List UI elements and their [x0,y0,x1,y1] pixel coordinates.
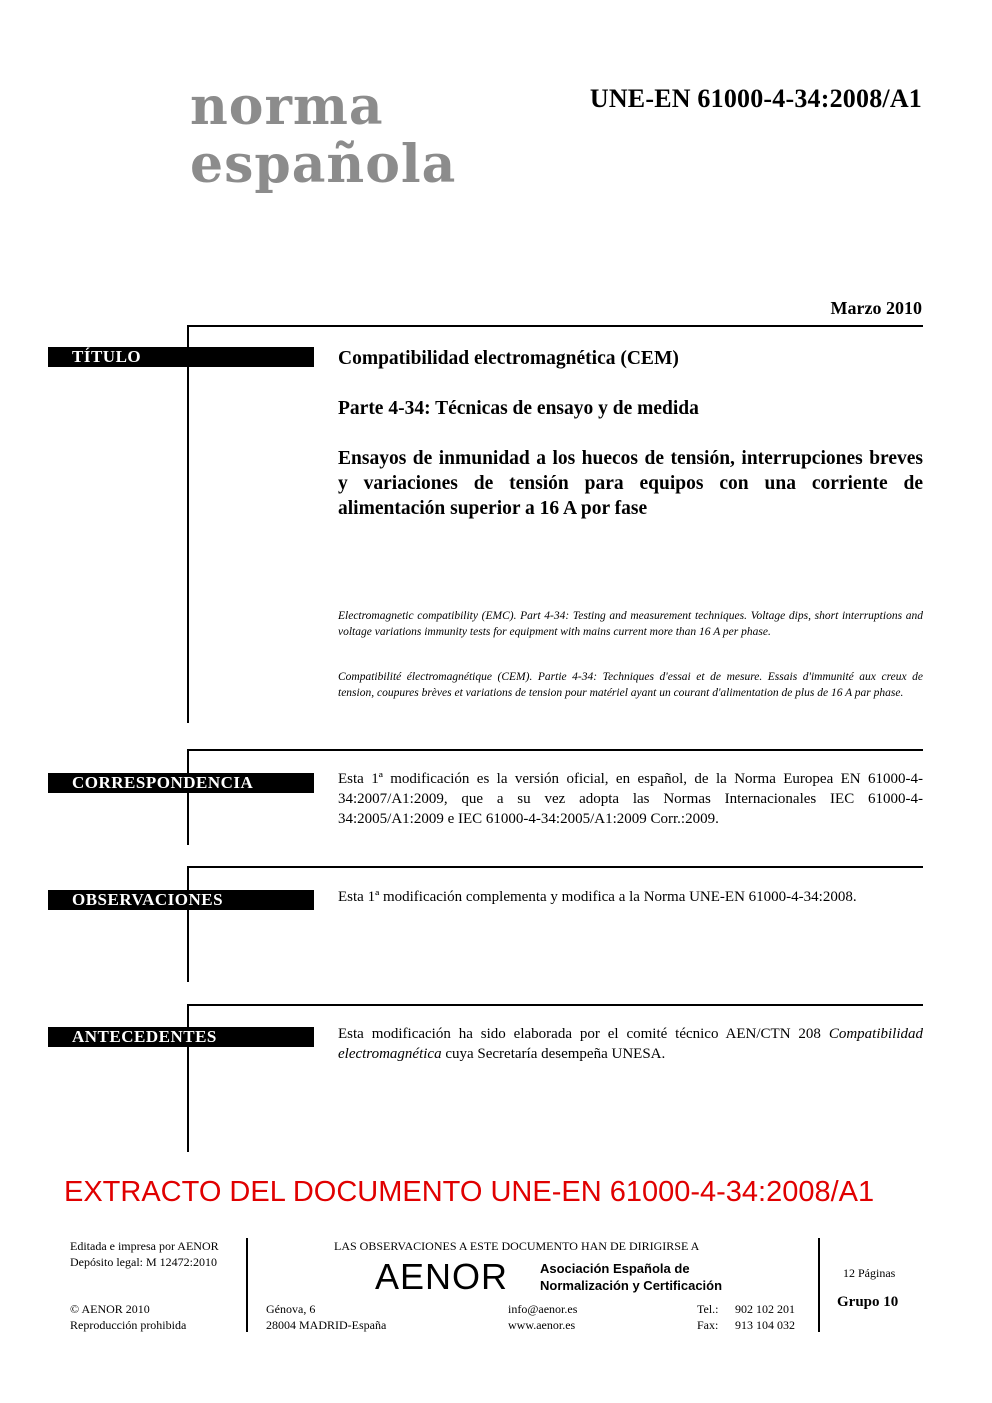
section-vertical-rule [187,325,189,723]
section-vertical-rule [187,749,189,845]
footer-web[interactable]: www.aenor.es [508,1318,576,1332]
brand-line-1: norma [190,76,384,137]
footer-deposit: Depósito legal: M 12472:2010 [70,1255,217,1269]
aenor-sub-line-1: Asociación Española de [540,1261,690,1276]
title-line-2: Parte 4-34: Técnicas de ensayo y de medida [338,398,699,419]
section-divider [187,749,923,751]
label-antecedentes: ANTECEDENTES [48,1027,314,1047]
aenor-logo: AENOR [375,1256,509,1297]
extract-notice: EXTRACTO DEL DOCUMENTO UNE-EN 61000-4-34:2008/A1 [64,1176,875,1208]
footer-rights [70,1301,186,1333]
label-titulo: TÍTULO [48,347,314,367]
footer-phone-numbers [735,1301,795,1333]
footer-reproduction: Reproducción prohibida [70,1318,187,1332]
publication-date: Marzo 2010 [830,298,922,318]
section-divider [187,866,923,868]
antecedentes-committee-name: Compatibilidad electromagnética [338,1026,923,1062]
footer-address-2: 28004 MADRID-España [266,1318,387,1332]
footer-email[interactable]: info@aenor.es [508,1302,578,1316]
footer-group: Grupo 10 [837,1294,899,1310]
section-divider [187,325,923,327]
footer-contact [508,1301,577,1333]
footer-fax-label: Fax: [697,1318,719,1332]
footer-divider [818,1238,820,1332]
footer-tel: 902 102 201 [735,1302,795,1316]
brand-line-2: española [190,134,457,195]
label-observaciones: OBSERVACIONES [48,890,314,910]
footer-tel-label: Tel.: [697,1302,719,1316]
footer-fax: 913 104 032 [735,1318,795,1332]
brand-title [190,78,456,194]
antecedentes-text-b: cuya Secretaría desempeña UNESA. [441,1046,666,1062]
footer-edited: Editada e impresa por AENOR [70,1239,219,1253]
footer-address [266,1301,386,1333]
antecedentes-text-a: Esta modificación ha sido elaborada por el comité técnico AEN/CTN 208 [338,1026,829,1042]
title-line-1: Compatibilidad electromagnética (CEM) [338,348,679,369]
footer-publisher [70,1238,219,1270]
footer-observations-notice: LAS OBSERVACIONES A ESTE DOCUMENTO HAN DE DIRIGIRSE A [334,1239,700,1253]
title-english: Electromagnetic compatibility (EMC). Part 4-34: Testing and measurement techniques. Voltage dips, short interruptions and voltage variations immunity tests for equipment with mains current more than 16 A per phase. [338,610,923,638]
footer-copyright: © AENOR 2010 [70,1302,150,1316]
footer-address-1: Génova, 6 [266,1302,316,1316]
observaciones-text: Esta 1ª modificación complementa y modifica a la Norma UNE-EN 61000-4-34:2008. [338,889,857,905]
title-line-3: Ensayos de inmunidad a los huecos de tensión, interrupciones breves y variaciones de tensión para equipos con una corriente de alimentación superior a 16 A por fase [338,448,923,519]
aenor-logo-subtitle [540,1260,722,1294]
footer-pages: 12 Páginas [843,1266,896,1280]
footer-phone-labels [697,1301,719,1333]
section-vertical-rule [187,866,189,982]
label-correspondencia: CORRESPONDENCIA [48,773,314,793]
section-divider [187,1004,923,1006]
footer-divider [246,1238,248,1332]
aenor-sub-line-2: Normalización y Certificación [540,1278,723,1293]
correspondencia-text: Esta 1ª modificación es la versión oficial, en español, de la Norma Europea EN 61000-4-34:2007/A1:2009, que a su vez adopta las Normas Internacionales IEC 61000-4-34:2005/A1:2009 e IEC 61000-4-34:2005/A1:2009 Corr.:2009. [338,771,923,827]
standard-code: UNE-EN 61000-4-34:2008/A1 [589,84,922,113]
antecedentes-text [338,1024,923,1064]
title-french: Compatibilité électromagnétique (CEM). Partie 4-34: Techniques d'essai et de mesure. Essais d'immunité aux creux de tension, coupures brèves et variations de tension pour matériel ayant un courant d'alimentation de plus de 16 A par phase. [338,671,923,699]
